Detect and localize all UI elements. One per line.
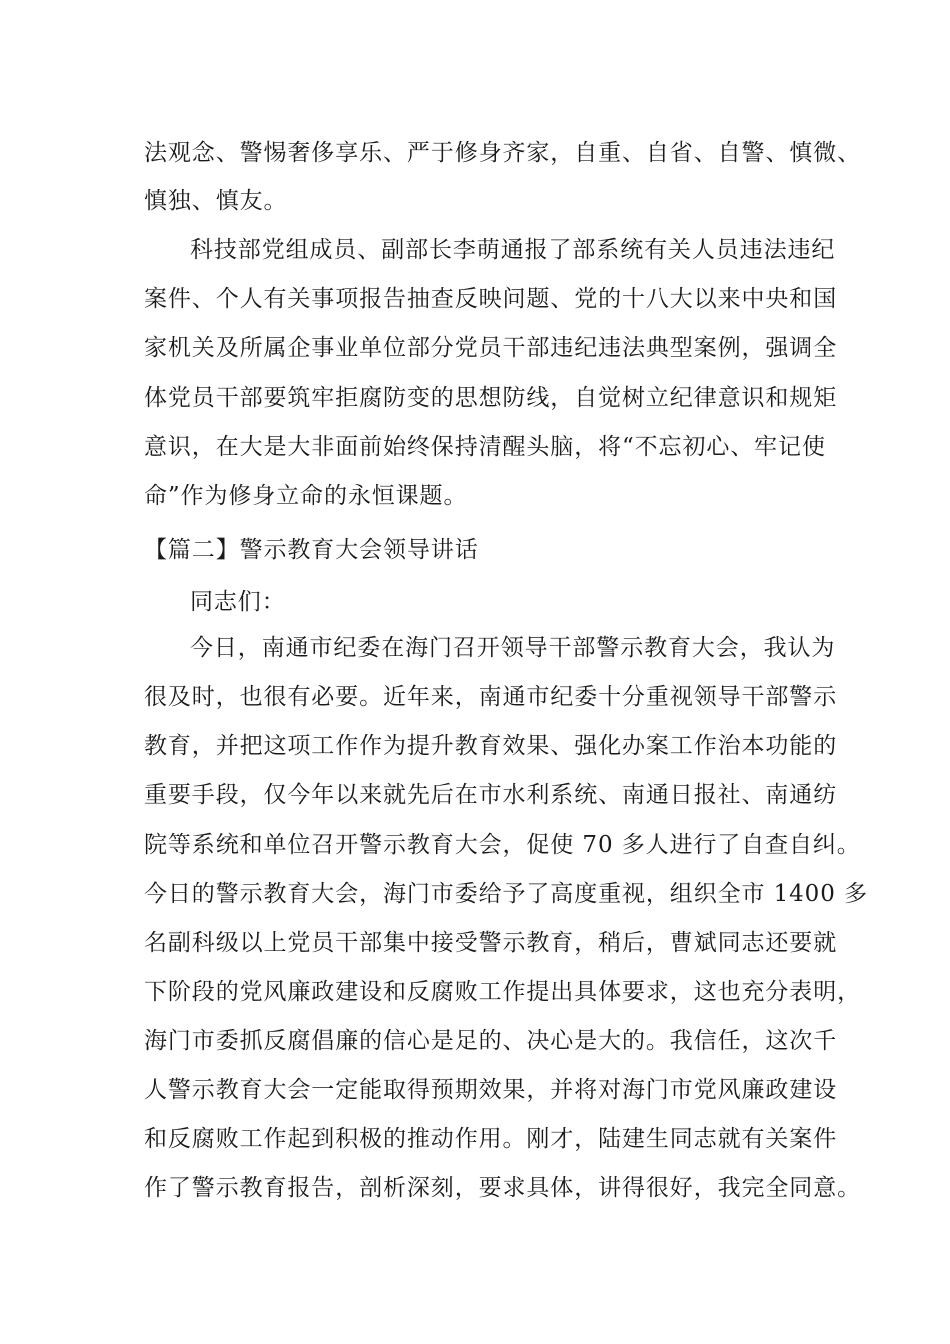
text-line-13: 教育，并把这项工作作为提升教育效果、强化办案工作治本功能的: [144, 733, 838, 759]
text-line-15: 院等系统和单位召开警示教育大会，促使 70 多人进行了自查自纠。: [144, 832, 861, 858]
text-line-17: 名副科级以上党员干部集中接受警示教育，稍后，曹斌同志还要就: [144, 930, 838, 956]
text-line-12: 很及时，也很有必要。近年来，南通市纪委十分重视领导干部警示: [144, 684, 838, 710]
text-line-4: 案件、个人有关事项报告抽查反映问题、党的十八大以来中央和国: [144, 286, 838, 312]
text-line-1: 法观念、警惕奢侈享乐、严于修身齐家，自重、自省、自警、慎微、: [144, 140, 861, 166]
text-line-21: 和反腐败工作起到积极的推动作用。刚才，陆建生同志就有关案件: [144, 1126, 838, 1152]
text-line-14: 重要手段，仅今年以来就先后在市水利系统、南通日报社、南通纺: [144, 782, 838, 808]
text-line-8: 命”作为修身立命的永恒课题。: [144, 483, 468, 509]
salutation: 同志们：: [190, 589, 286, 615]
text-line-16: 今日的警示教育大会，海门市委给予了高度重视，组织全市 1400 多: [144, 881, 868, 907]
text-line-7: 意识，在大是大非面前始终保持清醒头脑，将“不忘初心、牢记使: [144, 434, 826, 460]
text-line-20: 人警示教育大会一定能取得预期效果，并将对海门市党风廉政建设: [144, 1077, 838, 1103]
text-line-3: 科技部党组成员、副部长李萌通报了部系统有关人员违法违纪: [190, 237, 836, 263]
text-line-5: 家机关及所属企事业单位部分党员干部违纪违法典型案例，强调全: [144, 335, 838, 361]
text-line-19: 海门市委抓反腐倡廉的信心是足的、决心是大的。我信任，这次千: [144, 1028, 838, 1054]
text-line-11: 今日，南通市纪委在海门召开领导干部警示教育大会，我认为: [190, 635, 836, 661]
text-line-6: 体党员干部要筑牢拒腐防变的思想防线，自觉树立纪律意识和规矩: [144, 385, 838, 411]
text-line-22: 作了警示教育报告，剖析深刻，要求具体，讲得很好，我完全同意。: [144, 1175, 861, 1201]
section-heading: 【篇二】警示教育大会领导讲话: [144, 537, 479, 563]
text-line-18: 下阶段的党风廉政建设和反腐败工作提出具体要求，这也充分表明，: [144, 979, 861, 1005]
text-line-2: 慎独、慎友。: [144, 188, 288, 214]
